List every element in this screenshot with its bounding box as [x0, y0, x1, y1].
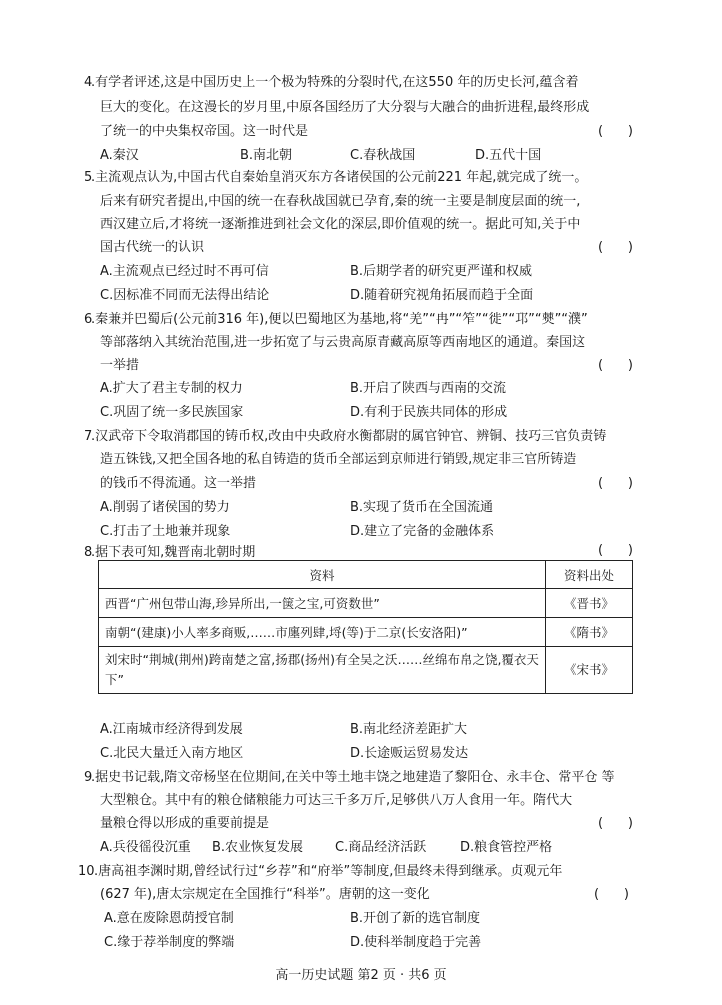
source-table-source-cell: 《晋书》: [546, 589, 633, 618]
question-10-option-b: B.开创了新的选官制度: [350, 911, 481, 926]
question-4-answer-blank: ( ): [598, 124, 633, 139]
question-9-option-b: B.农业恢复发展: [212, 840, 304, 855]
question-9-stem-line-3: 量粮仓得以形成的重要前提是: [100, 816, 270, 831]
question-6-number: 6: [84, 312, 93, 327]
question-8-option-b: B.南北经济差距扩大: [350, 722, 468, 737]
question-10-stem-line-1: .唐高祖李渊时期,曾经试行过“乡荐”和“府举”等制度,但最终未得到继承。贞观元年: [94, 864, 563, 879]
question-9-answer-blank: ( ): [598, 816, 633, 831]
question-4-number: 4: [84, 75, 93, 90]
question-8-option-c: C.北民大量迁入南方地区: [100, 746, 244, 761]
question-5-stem-line-1: .主流观点认为,中国古代自秦始皇消灭东方各诸侯国的公元前221 年起,就完成了统一。: [91, 170, 588, 185]
question-6-option-c: C.巩固了统一多民族国家: [100, 405, 244, 420]
question-4-option-d: D.五代十国: [475, 148, 542, 163]
question-6-option-d: D.有利于民族共同体的形成: [350, 405, 508, 420]
question-6-stem-line-1: .秦兼并巴蜀后(公元前316 年),便以巴蜀地区为基地,将“羌”“冉”“笮”“徙”“邛”“僰”“濮”: [91, 312, 588, 327]
question-8-stem: .据下表可知,魏晋南北朝时期: [91, 545, 256, 560]
question-6-stem-line-2: 等部落纳入其统治范围,进一步拓宽了与云贵高原青藏高原等西南地区的通道。秦国这: [100, 335, 586, 350]
question-5-stem-line-2: 后来有研究者提出,中国的统一在春秋战国就已孕育,秦的统一主要是制度层面的统一,: [100, 194, 581, 209]
question-6-stem-line-3: 一举措: [100, 358, 140, 373]
question-4-option-c: C.春秋战国: [350, 148, 416, 163]
question-7-stem-line-1: .汉武帝下令取消郡国的铸币权,改由中央政府水衡都尉的属官钟官、辨铜、技巧三官负责铸: [91, 429, 607, 444]
source-table-material-cell: 南朝“(建康)小人率多商贩,……市廛列肆,埒(等)于二京(长安洛阳)”: [99, 618, 546, 647]
question-10-answer-blank: ( ): [594, 887, 629, 902]
table-row: [99, 618, 633, 647]
question-9-option-a: A.兵役徭役沉重: [100, 840, 191, 855]
question-9-stem-line-2: 大型粮仓。其中有的粮仓储粮能力可达三千多万斤,足够供八万人食用一年。隋代大: [100, 793, 573, 808]
question-7-option-a: A.削弱了诸侯国的势力: [100, 500, 230, 515]
source-table-material-cell: 刘宋时“荆城(荆州)跨南楚之富,扬郡(扬州)有全吴之沃……丝绵布帛之饶,覆衣天下”: [99, 647, 546, 694]
page-footer: 高一历史试题 第2 页 · 共6 页: [275, 968, 447, 983]
question-4-option-a: A.秦汉: [100, 148, 139, 163]
source-table-source-cell: 《隋书》: [546, 618, 633, 647]
question-10-stem-line-2: (627 年),唐太宗规定在全国推行“科举”。唐朝的这一变化: [100, 887, 430, 902]
question-7-answer-blank: ( ): [598, 476, 633, 491]
table-row: [99, 647, 633, 694]
source-table: [98, 560, 633, 694]
question-7-number: 7: [84, 429, 93, 444]
question-5-stem-line-3: 西汉建立后,才将统一逐渐推进到社会文化的深层,即价值观的统一。据此可知,关于中: [100, 217, 581, 232]
source-table-material-cell: 西晋“广州包带山海,珍异所出,一箧之宝,可资数世”: [99, 589, 546, 618]
table-row: [99, 589, 633, 618]
question-4-stem-line-1: .有学者评述,这是中国历史上一个极为特殊的分裂时代,在这550 年的历史长河,蕴含着: [91, 75, 579, 90]
question-9-number: 9: [84, 770, 93, 785]
question-5-option-b: B.后期学者的研究更严谨和权威: [350, 264, 533, 279]
question-5-option-d: D.随着研究视角拓展而趋于全面: [350, 288, 534, 303]
question-4-option-b: B.南北朝: [240, 148, 293, 163]
question-9-stem-line-1: .据史书记载,隋文帝杨坚在位期间,在关中等土地丰饶之地建造了黎阳仓、永丰仓、常平仓 等: [91, 770, 615, 785]
question-8-option-d: D.长途贩运贸易发达: [350, 746, 469, 761]
source-table-header-row: [99, 561, 633, 589]
question-10-number: 10: [78, 864, 95, 879]
question-7-option-d: D.建立了完备的金融体系: [350, 524, 495, 539]
question-8-answer-blank: ( ): [598, 543, 633, 558]
question-4-stem-line-3: 了统一的中央集权帝国。这一时代是: [100, 124, 309, 139]
question-4-stem-line-2: 巨大的变化。在这漫长的岁月里,中原各国经历了大分裂与大融合的曲折进程,最终形成: [100, 100, 590, 115]
question-8-number: 8: [84, 545, 93, 560]
question-6-answer-blank: ( ): [598, 358, 633, 373]
question-7-option-c: C.打击了土地兼并现象: [100, 524, 231, 539]
question-10-option-c: C.缘于荐举制度的弊端: [104, 935, 235, 950]
question-9-option-c: C.商品经济活跃: [335, 840, 427, 855]
question-6-option-a: A.扩大了君主专制的权力: [100, 381, 243, 396]
source-table-source-cell: 《宋书》: [546, 647, 633, 694]
question-5-stem-line-4: 国古代统一的认识: [100, 240, 205, 255]
source-table-header-material: 资料: [99, 561, 546, 589]
question-5-number: 5: [84, 170, 93, 185]
question-6-option-b: B.开启了陕西与西南的交流: [350, 381, 507, 396]
question-7-stem-line-3: 的钱币不得流通。这一举措: [100, 476, 257, 491]
question-5-answer-blank: ( ): [598, 240, 633, 255]
question-8-option-a: A.江南城市经济得到发展: [100, 722, 243, 737]
question-5-option-c: C.因标准不同而无法得出结论: [100, 288, 270, 303]
question-5-option-a: A.主流观点已经过时不再可信: [100, 264, 269, 279]
question-9-option-d: D.粮食管控严格: [460, 840, 553, 855]
question-7-stem-line-2: 造五铢钱,又把全国各地的私自铸造的货币全部运到京师进行销毁,规定非三官所铸造: [100, 452, 577, 467]
question-10-option-a: A.意在废除恩荫授官制: [104, 911, 234, 926]
question-10-option-d: D.使科举制度趋于完善: [350, 935, 482, 950]
question-7-option-b: B.实现了货币在全国流通: [350, 500, 494, 515]
source-table-header-source: 资料出处: [546, 561, 633, 589]
